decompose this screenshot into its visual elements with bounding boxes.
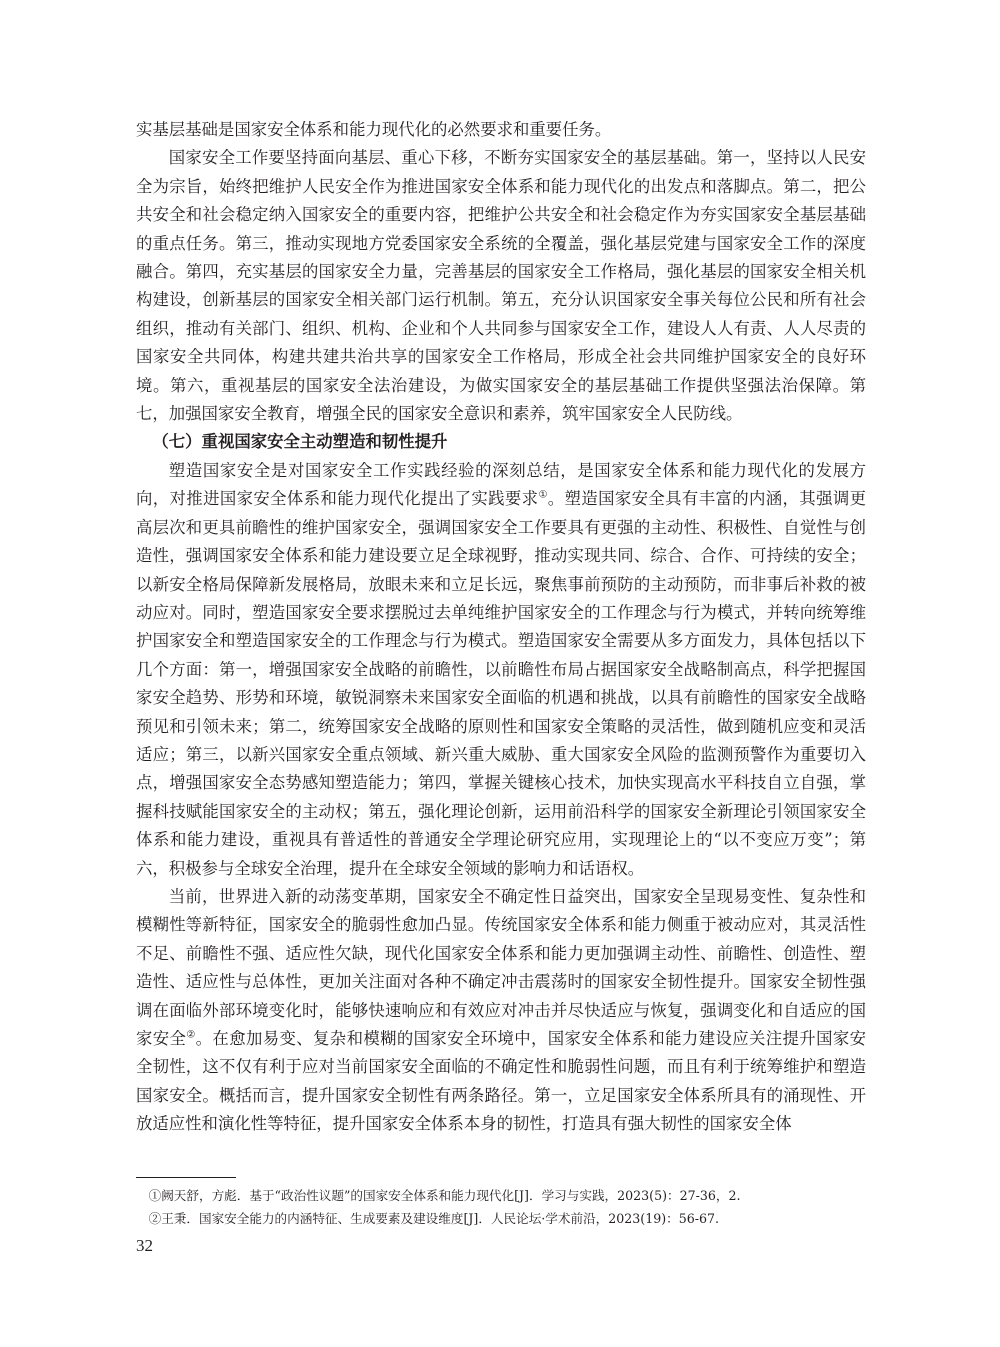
- main-text: [136, 116, 866, 1139]
- paragraph-4-part-b: 。在愈加易变、复杂和模糊的国家安全环境中，国家安全体系和能力建设应关注提升国家安全韧性，这不仅有利于应对当前国家安全面临的不确定性和脆弱性问题，而且有利于统筹维护和塑造国家安全。概括而言，提升国家安全韧性有两条路径。第一，立足国家安全体系所具有的涌现性、开放适应性和演化性等特征，提升国家安全体系本身的韧性，打造具有强大韧性的国家安全体: [136, 1029, 867, 1134]
- footnote-1: ①阙天舒，方彪．基于“政治性议题”的国家安全体系和能力现代化[J]．学习与实践，2023(5)：27-36，2.: [148, 1188, 741, 1203]
- footnote-2: ②王秉．国家安全能力的内涵特征、生成要素及建设维度[J]．人民论坛·学术前沿，2023(19)：56-67.: [148, 1211, 720, 1226]
- footnote-ref-1[interactable]: ①: [538, 489, 548, 501]
- paragraph-2: 国家安全工作要坚持面向基层、重心下移，不断夯实国家安全的基层基础。第一，坚持以人民安全为宗旨，始终把维护人民安全作为推进国家安全体系和能力现代化的出发点和落脚点。第二，把公共安全和社会稳定纳入国家安全的重要内容，把维护公共安全和社会稳定作为夯实国家安全基层基础的重点任务。第三，推动实现地方党委国家安全系统的全覆盖，强化基层党建与国家安全工作的深度融合。第四，充实基层的国家安全力量，完善基层的国家安全工作格局，强化基层的国家安全相关机构建设，创新基层的国家安全相关部门运行机制。第五，充分认识国家安全事关每位公民和所有社会组织，推动有关部门、组织、机构、企业和个人共同参与国家安全工作，建设人人有责、人人尽责的国家安全共同体，构建共建共治共享的国家安全工作格局，形成全社会共同维护国家安全的良好环境。第六，重视基层的国家安全法治建设，为做实国家安全的基层基础工作提供坚强法治保障。第七，加强国家安全教育，增强全民的国家安全意识和素养，筑牢国家安全人民防线。: [136, 148, 866, 424]
- section-heading: （七）重视国家安全主动塑造和韧性提升: [152, 432, 448, 452]
- paragraph-3: [136, 457, 866, 883]
- paragraph-3-part-a: 塑造国家安全是对国家安全工作实践经验的深刻总结，是国家安全体系和能力现代化的发展方向，对推进国家安全体系和能力现代化提出了实践要求: [136, 460, 866, 509]
- footnotes: [136, 1184, 866, 1230]
- paragraph-1: 实基层基础是国家安全体系和能力现代化的必然要求和重要任务。: [136, 120, 612, 139]
- paragraph-4: [136, 883, 866, 1139]
- paragraph-3-part-b: 。塑造国家安全具有丰富的内涵，其强调更高层次和更具前瞻性的维护国家安全，强调国家安全工作要具有更强的主动性、积极性、自觉性与创造性，强调国家安全体系和能力建设要立足全球视野，推动实现共同、综合、合作、可持续的安全；以新安全格局保障新发展格局，放眼未来和立足长远，聚焦事前预防的主动预防，而非事后补救的被动应对。同时，塑造国家安全要求摆脱过去单纯维护国家安全的工作理念与行为模式，并转向统筹维护国家安全和塑造国家安全的工作理念与行为模式。塑造国家安全需要从多方面发力，具体包括以下几个方面：第一，增强国家安全战略的前瞻性，以前瞻性布局占据国家安全战略制高点，科学把握国家安全趋势、形势和环境，敏锐洞察未来国家安全面临的机遇和挑战，以具有前瞻性的国家安全战略预见和引领未来；第二，统筹国家安全战略的原则性和国家安全策略的灵活性，做到随机应变和灵活适应；第三，以新兴国家安全重点领域、新兴重大威胁、重大国家安全风险的监测预警作为重要切入点，增强国家安全态势感知塑造能力；第四，掌握关键核心技术，加快实现高水平科技自立自强，掌握科技赋能国家安全的主动权；第五，强化理论创新，运用前沿科学的国家安全新理论引领国家安全体系和能力建设，重视具有普适性的普通安全学理论研究应用，实现理论上的“以不变应万变”；第六，积极参与全球安全治理，提升在全球安全领域的影响力和话语权。: [136, 489, 866, 878]
- footnote-divider: [136, 1177, 236, 1178]
- footnote-ref-2[interactable]: ②: [186, 1029, 196, 1041]
- page-number: 32: [136, 1236, 153, 1255]
- paragraph-4-part-a: 当前，世界进入新的动荡变革期，国家安全不确定性日益突出，国家安全呈现易变性、复杂性和模糊性等新特征，国家安全的脆弱性愈加凸显。传统国家安全体系和能力侧重于被动应对，其灵活性不足、前瞻性不强、适应性欠缺，现代化国家安全体系和能力更加强调主动性、前瞻性、创造性、塑造性、适应性与总体性，更加关注面对各种不确定冲击震荡时的国家安全韧性提升。国家安全韧性强调在面临外部环境变化时，能够快速响应和有效应对冲击并尽快适应与恢复，强调变化和自适应的国家安全: [136, 886, 866, 1048]
